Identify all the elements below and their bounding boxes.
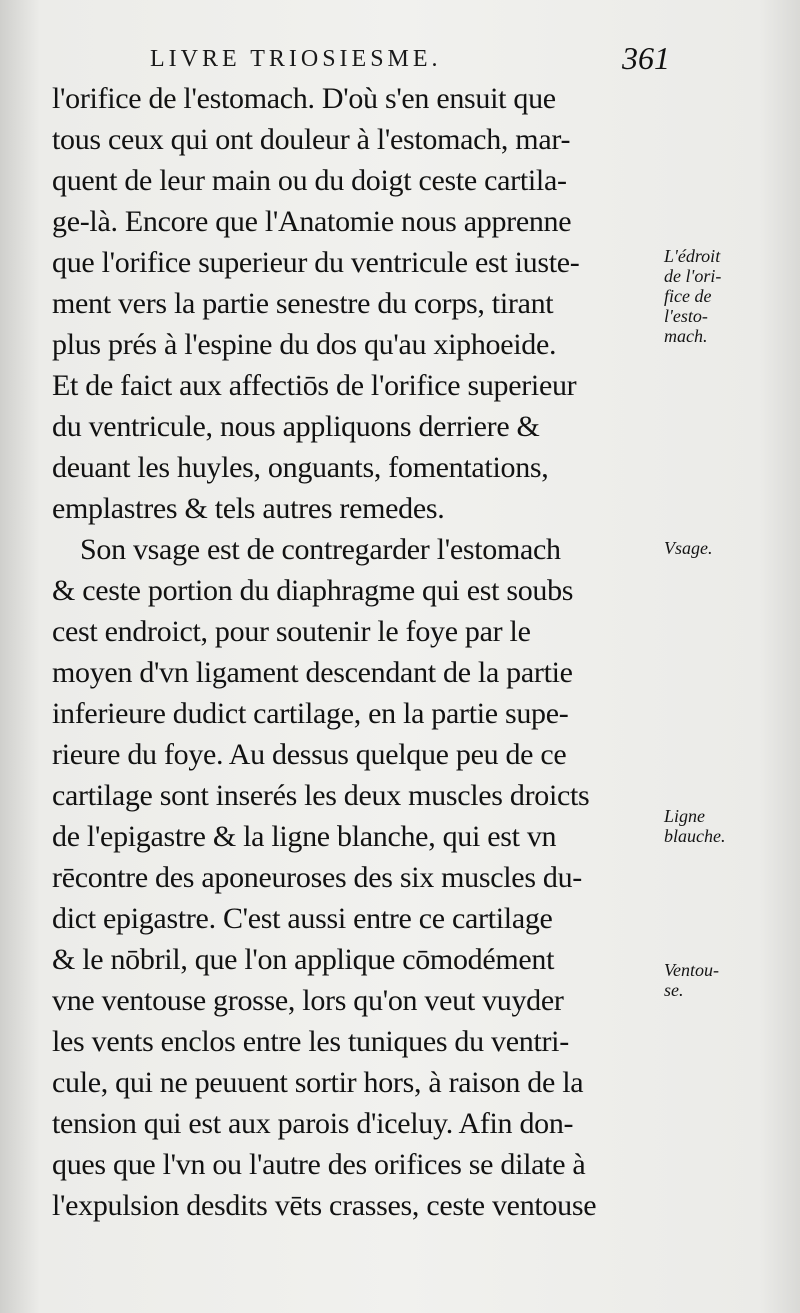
text-line: de l'epigastre & la ligne blanche, qui est vn bbox=[52, 820, 557, 853]
text-line: plus prés à l'espine du dos qu'au xiphoeide. bbox=[52, 328, 557, 361]
paragraph-start-line: Son vsage est de contregarder l'estomach bbox=[80, 533, 561, 566]
text-line: emplastres & tels autres remedes. bbox=[52, 492, 445, 525]
text-line: cartilage sont inserés les deux muscles droicts bbox=[52, 779, 590, 812]
text-line: inferieure dudict cartilage, en la partie supe- bbox=[52, 697, 569, 730]
text-line: ment vers la partie senestre du corps, tirant bbox=[52, 287, 554, 320]
text-line: vne ventouse grosse, lors qu'on veut vuyder bbox=[52, 984, 564, 1017]
margin-note-line: Vsage. bbox=[664, 538, 713, 558]
text-line: cule, qui ne peuuent sortir hors, à raison de la bbox=[52, 1066, 584, 1099]
running-head: LIVRE TRIOSIESME. bbox=[150, 46, 442, 72]
text-line: dict epigastre. C'est aussi entre ce cartilage bbox=[52, 902, 553, 935]
text-line: cest endroict, pour soutenir le foye par le bbox=[52, 615, 531, 648]
text-line: tous ceux qui ont douleur à l'estomach, mar- bbox=[52, 123, 571, 156]
text-line: les vents enclos entre les tuniques du ventri- bbox=[52, 1025, 569, 1058]
margin-note-line: mach. bbox=[664, 326, 708, 346]
text-line: ques que l'vn ou l'autre des orifices se dilate à bbox=[52, 1148, 586, 1181]
text-line: quent de leur main ou du doigt ceste cartila- bbox=[52, 164, 567, 197]
margin-note-line: L'édroit bbox=[664, 246, 721, 266]
text-line: que l'orifice superieur du ventricule est iuste- bbox=[52, 246, 580, 279]
body-text bbox=[52, 78, 664, 1226]
margin-note-line: se. bbox=[664, 980, 684, 1000]
page-number: 361 bbox=[622, 40, 670, 76]
margin-note-line: fice de bbox=[664, 286, 712, 306]
text-line: & le nōbril, que l'on applique cōmodément bbox=[52, 943, 555, 976]
margin-note-line: blauche. bbox=[664, 826, 726, 846]
text-line: deuant les huyles, onguants, fomentations, bbox=[52, 451, 549, 484]
text-line: moyen d'vn ligament descendant de la partie bbox=[52, 656, 573, 689]
margin-note-line: Ventou- bbox=[664, 960, 719, 980]
text-line: rieure du foye. Au dessus quelque peu de ce bbox=[52, 738, 567, 771]
margin-note-ventouse bbox=[664, 960, 784, 1000]
text-line: Et de faict aux affectiōs de l'orifice superieur bbox=[52, 369, 577, 402]
margin-note-orifice bbox=[664, 246, 784, 346]
margin-note-line: l'esto- bbox=[664, 306, 708, 326]
margin-note-line: de l'ori- bbox=[664, 266, 722, 286]
margin-note-ligne-blanche bbox=[664, 806, 784, 846]
text-line: & ceste portion du diaphragme qui est soubs bbox=[52, 574, 574, 607]
margin-note-vsage bbox=[664, 538, 784, 558]
text-line: du ventricule, nous appliquons derriere & bbox=[52, 410, 540, 443]
text-line: l'orifice de l'estomach. D'où s'en ensuit que bbox=[52, 82, 556, 115]
text-line: ge-là. Encore que l'Anatomie nous apprenne bbox=[52, 205, 572, 238]
text-line: l'expulsion desdits vēts crasses, ceste ventouse bbox=[52, 1189, 597, 1222]
text-line: tension qui est aux parois d'iceluy. Afin don- bbox=[52, 1107, 574, 1140]
margin-note-line: Ligne bbox=[664, 806, 706, 826]
text-line: rēcontre des aponeuroses des six muscles du- bbox=[52, 861, 582, 894]
